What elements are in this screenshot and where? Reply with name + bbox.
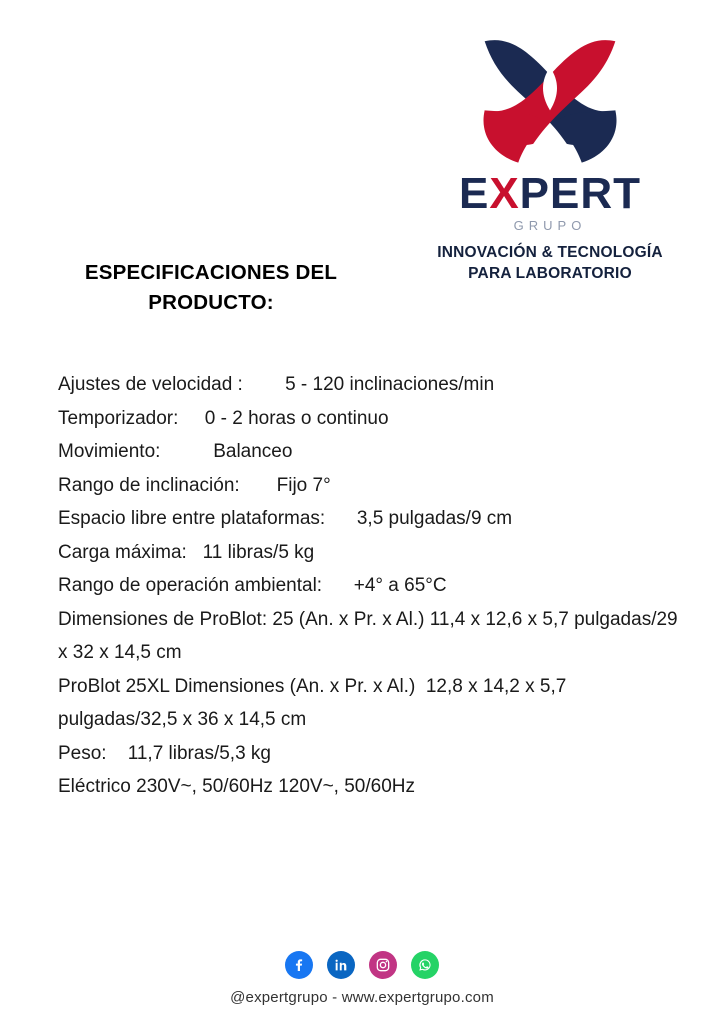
spec-row: ProBlot 25XL Dimensiones (An. x Pr. x Al.) 12,8 x 14,2 x 5,7 pulgadas/32,5 x 36 x 14,5 cm	[58, 675, 572, 730]
brand-logo-block	[410, 26, 690, 285]
brand-tagline-line-2: PARA LABORATORIO	[468, 264, 632, 282]
footer	[0, 951, 724, 1006]
linkedin-icon[interactable]	[327, 951, 355, 979]
spec-row: Rango de operación ambiental: +4° a 65°C	[58, 575, 447, 596]
brand-tagline	[410, 243, 690, 285]
specifications-list	[58, 368, 683, 804]
expert-x-logo-icon	[466, 26, 634, 176]
spec-row: Peso: 11,7 libras/5,3 kg	[58, 742, 271, 764]
spec-row: Rango de inclinación: Fijo 7°	[58, 474, 331, 496]
brand-subtitle: GRUPO	[513, 218, 587, 233]
brand-wordmark	[410, 169, 690, 218]
whatsapp-icon[interactable]	[411, 951, 439, 979]
spec-row: Dimensiones de ProBlot: 25 (An. x Pr. x Al.) 11,4 x 12,6 x 5,7 pulgadas/29 x 32 x 14,5 cm	[58, 608, 683, 663]
social-links	[0, 951, 724, 979]
footer-handle-website: @expertgrupo - www.expertgrupo.com	[230, 989, 494, 1006]
spec-row: Eléctrico 230V~, 50/60Hz 120V~, 50/60Hz	[58, 776, 416, 797]
spec-row: Temporizador: 0 - 2 horas o continuo	[58, 407, 389, 429]
facebook-icon[interactable]	[285, 951, 313, 979]
spec-row: Ajustes de velocidad : 5 - 120 inclinaciones/min	[58, 374, 495, 395]
page-title	[46, 258, 376, 317]
page-title-line-2: PRODUCTO:	[148, 290, 274, 314]
instagram-icon[interactable]	[369, 951, 397, 979]
brand-tagline-line-1: INNOVACIÓN & TECNOLOGÍA	[437, 244, 663, 261]
spec-row: Carga máxima: 11 libras/5 kg	[58, 541, 315, 563]
spec-row: Espacio libre entre plataformas: 3,5 pulgadas/9 cm	[58, 508, 513, 529]
brand-wordmark-text: EXPERT	[458, 169, 642, 218]
spec-row: Movimiento: Balanceo	[58, 441, 293, 462]
page-title-line-1: ESPECIFICACIONES DEL	[84, 261, 338, 284]
